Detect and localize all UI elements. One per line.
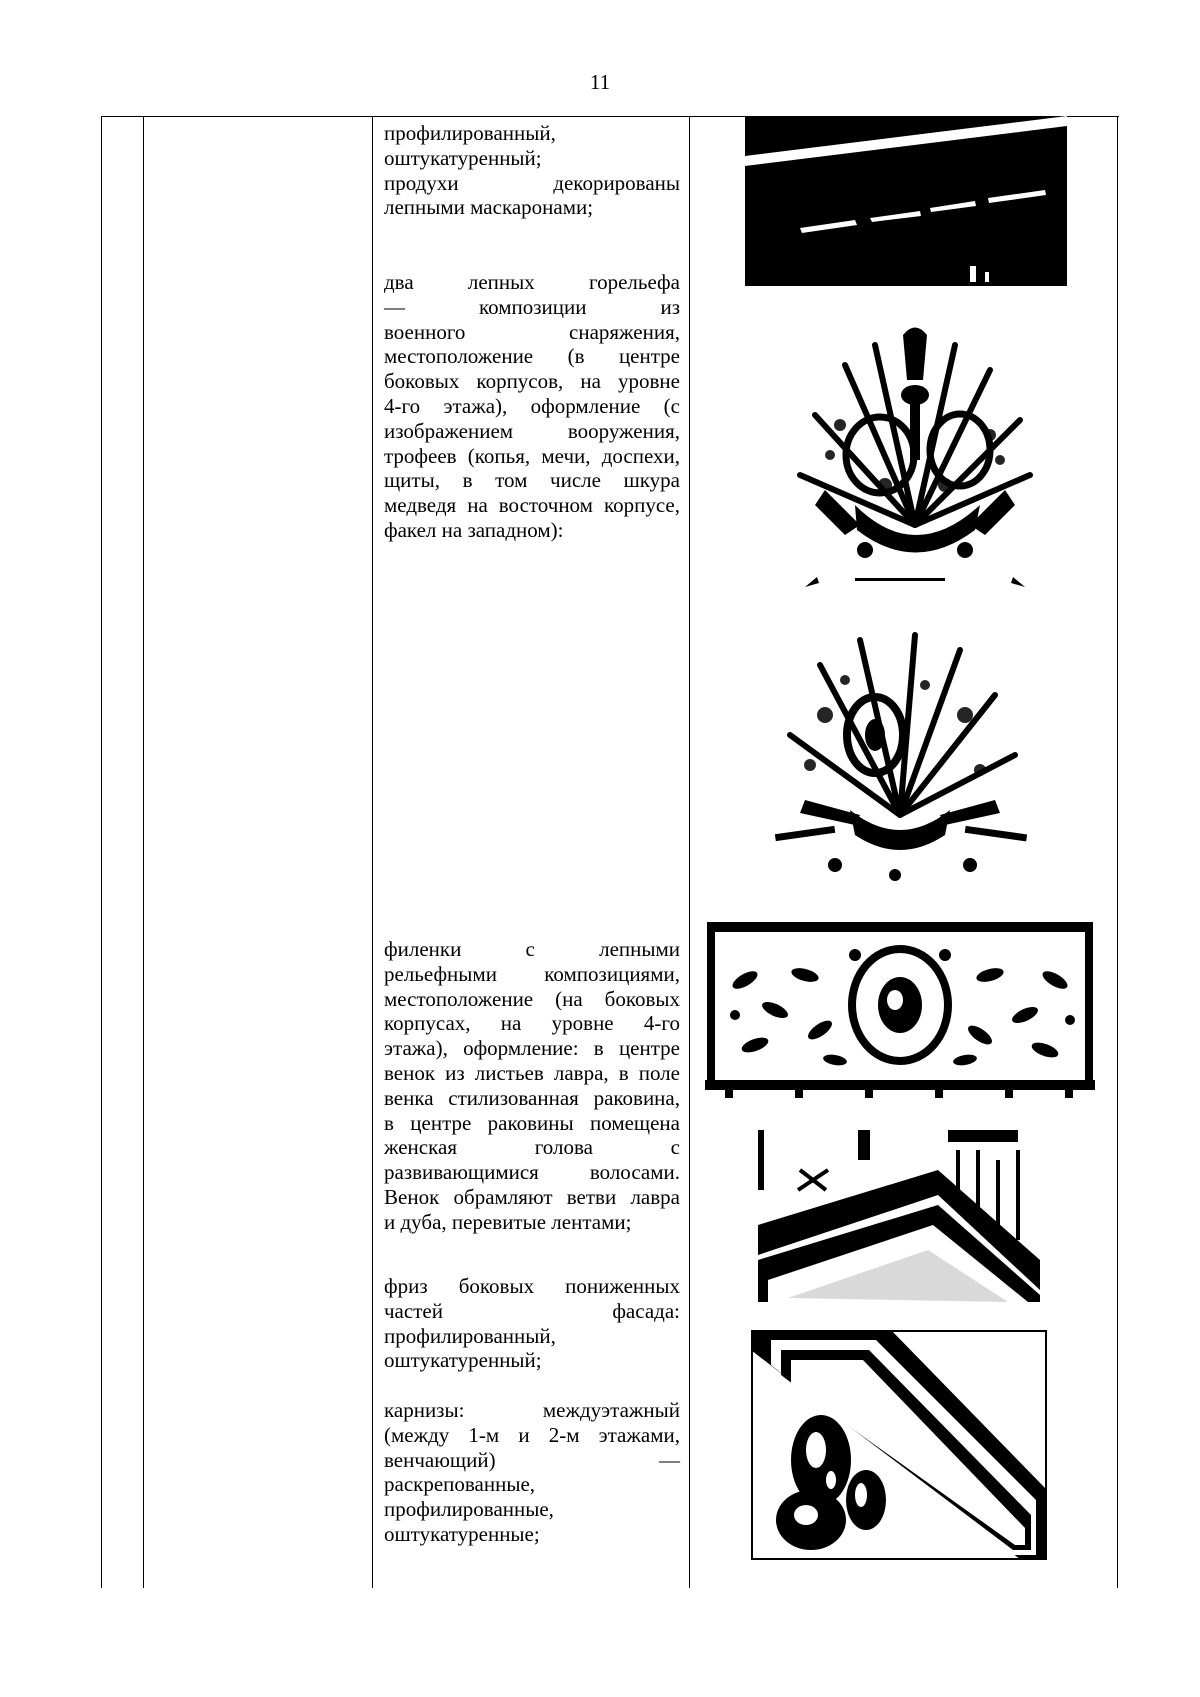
- description-block-attic: [384, 121, 680, 220]
- photo-attic-vents: [745, 116, 1067, 286]
- text-line: факел на западном):: [384, 517, 564, 542]
- text-line: лепными маскаронами;: [384, 195, 594, 220]
- text-line: щиты, в том числе шкура: [384, 468, 680, 493]
- text-line: Венок обрамляют ветви лавра: [384, 1184, 680, 1209]
- photo-frieze: [758, 1130, 1040, 1302]
- text-line: 4-го этажа), оформление (с: [384, 393, 680, 418]
- text-line: местоположение (в центре: [384, 344, 680, 369]
- table-column-border: [101, 116, 102, 1588]
- description-block-panels: [384, 937, 680, 1235]
- page-number: 11: [589, 70, 611, 94]
- text-line: развивающимися волосами.: [384, 1160, 680, 1185]
- text-line: трофеев (копья, мечи, доспехи,: [384, 443, 680, 468]
- text-line: оштукатуренный;: [384, 145, 542, 170]
- text-line: венчающий) —: [384, 1447, 680, 1472]
- table-column-border: [143, 116, 144, 1588]
- text-line: профилированный,: [384, 1323, 556, 1348]
- text-line: — композиции из: [384, 294, 680, 319]
- text-line: и дуба, перевитые лентами;: [384, 1209, 632, 1234]
- text-line: оштукатуренный;: [384, 1348, 542, 1373]
- description-block-cornices: [384, 1398, 680, 1547]
- text-line: продухи декорированы: [384, 170, 680, 195]
- text-line: (между 1-м и 2-м этажами,: [384, 1422, 680, 1447]
- text-line: военного снаряжения,: [384, 319, 680, 344]
- text-line: медведя на восточном корпусе,: [384, 493, 680, 518]
- text-line: филенки с лепными: [384, 937, 680, 961]
- text-line: оштукатуренные;: [384, 1521, 540, 1546]
- text-line: в центре раковины помещена: [384, 1110, 680, 1135]
- text-line: два лепных горельефа: [384, 270, 680, 294]
- photo-cornice: [751, 1330, 1047, 1560]
- text-line: фриз боковых пониженных: [384, 1274, 680, 1298]
- text-line: местоположение (на боковых: [384, 986, 680, 1011]
- photo-high-relief-east: [785, 325, 1045, 591]
- text-line: частей фасада:: [384, 1298, 680, 1323]
- text-line: профилированный,: [384, 121, 556, 145]
- text-line: боковых корпусов, на уровне: [384, 369, 680, 394]
- text-line: раскрепованные,: [384, 1472, 536, 1497]
- text-line: венка стилизованная раковина,: [384, 1085, 680, 1110]
- table-column-border: [689, 116, 690, 1588]
- text-line: рельефными композициями,: [384, 961, 680, 986]
- text-line: карнизы: междуэтажный: [384, 1398, 680, 1422]
- text-line: женская голова с: [384, 1135, 680, 1160]
- photo-high-relief-west: [765, 625, 1035, 885]
- text-line: венок из листьев лавра, в поле: [384, 1060, 680, 1085]
- text-line: профилированные,: [384, 1497, 554, 1522]
- text-line: изображением вооружения,: [384, 418, 680, 443]
- table-column-border: [1117, 116, 1118, 1588]
- description-block-frieze: [384, 1274, 680, 1373]
- text-line: корпусах, на уровне 4-го: [384, 1011, 680, 1036]
- table-column-border: [372, 116, 373, 1588]
- text-line: этажа), оформление: в центре: [384, 1036, 680, 1061]
- photo-panel-wreath: [705, 920, 1095, 1098]
- description-block-high-reliefs: [384, 270, 680, 543]
